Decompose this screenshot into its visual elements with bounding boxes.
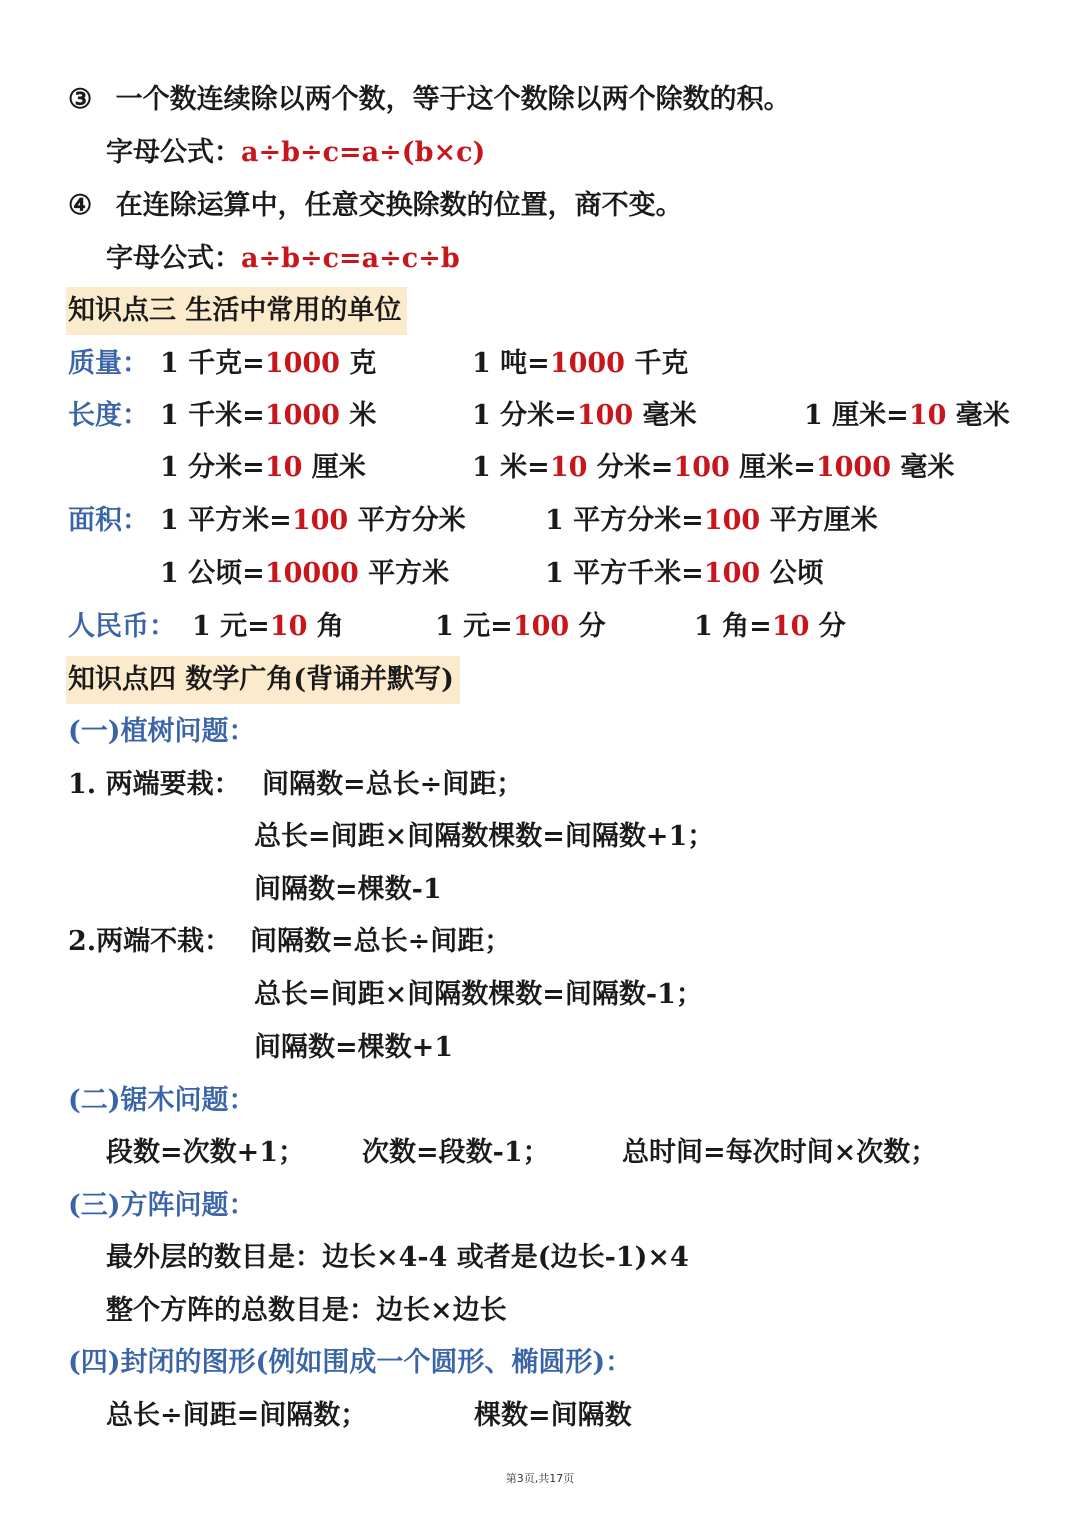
square-line: 整个方阵的总数目是：边长×边长 [106, 1295, 507, 1326]
formula-line [106, 133, 485, 173]
unit-item: 1 公顷=10000 平方米 [160, 558, 450, 589]
formula: a÷b÷c=a÷c÷b [241, 243, 460, 274]
unit-item: 1 千克=1000 克 [160, 348, 377, 379]
case1-line: 总长=间距×间隔数棵数=间隔数+1； [254, 821, 715, 852]
unit-item: 1 吨=1000 千克 [472, 348, 689, 379]
area-row [68, 501, 149, 541]
unit-item: 1 角=10 分 [694, 611, 846, 642]
saw-title: (二)锯木问题： [68, 1085, 256, 1116]
unit-item: 1 平方千米=100 公顷 [545, 558, 824, 589]
unit-item: 1 千米=1000 米 [160, 400, 377, 431]
section-heading-4: 知识点四 数学广角(背诵并默写) [66, 656, 460, 704]
square-line: 最外层的数目是：边长×4-4 或者是(边长-1)×4 [106, 1242, 689, 1273]
mass-row [68, 344, 149, 384]
rule-4 [68, 186, 683, 226]
closed-item: 棵数=间隔数 [474, 1400, 632, 1431]
formula-line [106, 239, 460, 279]
rule-text: 一个数连续除以两个数，等于这个数除以两个除数的积。 [115, 84, 791, 115]
saw-item: 段数=次数+1； [106, 1137, 306, 1168]
unit-item: 1 平方分米=100 平方厘米 [545, 505, 878, 536]
rule-number: ④ [68, 190, 93, 221]
area-label: 面积： [68, 505, 149, 536]
case2-line: 总长=间距×间隔数棵数=间隔数-1； [254, 979, 703, 1010]
page-footer: 第3页,共17页 [505, 1472, 575, 1485]
formula-label: 字母公式： [106, 137, 241, 168]
case2-line: 间隔数=棵数+1 [254, 1032, 454, 1063]
closed-title: (四)封闭的图形(例如围成一个圆形、椭圆形)： [68, 1347, 633, 1378]
case1-line: 间隔数=棵数-1 [254, 874, 442, 905]
closed-item: 总长÷间距=间隔数； [106, 1400, 368, 1431]
length-row [68, 396, 149, 436]
saw-item: 总时间=每次时间×次数； [622, 1137, 938, 1168]
section-heading-3: 知识点三 生活中常用的单位 [66, 287, 407, 335]
case2-line: 间隔数=总长÷间距； [250, 926, 512, 957]
rule-number: ③ [68, 84, 93, 115]
rule-3 [68, 80, 791, 120]
rule-text: 在连除运算中，任意交换除数的位置，商不变。 [115, 190, 683, 221]
unit-item: 1 元=10 角 [192, 611, 344, 642]
saw-item: 次数=段数-1； [362, 1137, 550, 1168]
mass-label: 质量： [68, 348, 149, 379]
formula: a÷b÷c=a÷(b×c) [241, 137, 486, 168]
case1-label: 1. 两端要栽： [68, 769, 241, 800]
unit-item: 1 厘米=10 毫米 [804, 400, 1010, 431]
case2-label: 2.两端不栽： [68, 926, 232, 957]
unit-item: 1 平方米=100 平方分米 [160, 505, 466, 536]
unit-item: 1 分米=100 毫米 [472, 400, 697, 431]
tree-title: (一)植树问题： [68, 716, 256, 747]
formula-label: 字母公式： [106, 243, 241, 274]
money-row [68, 607, 176, 647]
length-label: 长度： [68, 400, 149, 431]
unit-item: 1 元=100 分 [435, 611, 606, 642]
unit-item: 1 米=10 分米=100 厘米=1000 毫米 [472, 452, 955, 483]
square-title: (三)方阵问题： [68, 1190, 256, 1221]
money-label: 人民币： [68, 611, 176, 642]
case1-line: 间隔数=总长÷间距； [262, 769, 524, 800]
unit-item: 1 分米=10 厘米 [160, 452, 366, 483]
